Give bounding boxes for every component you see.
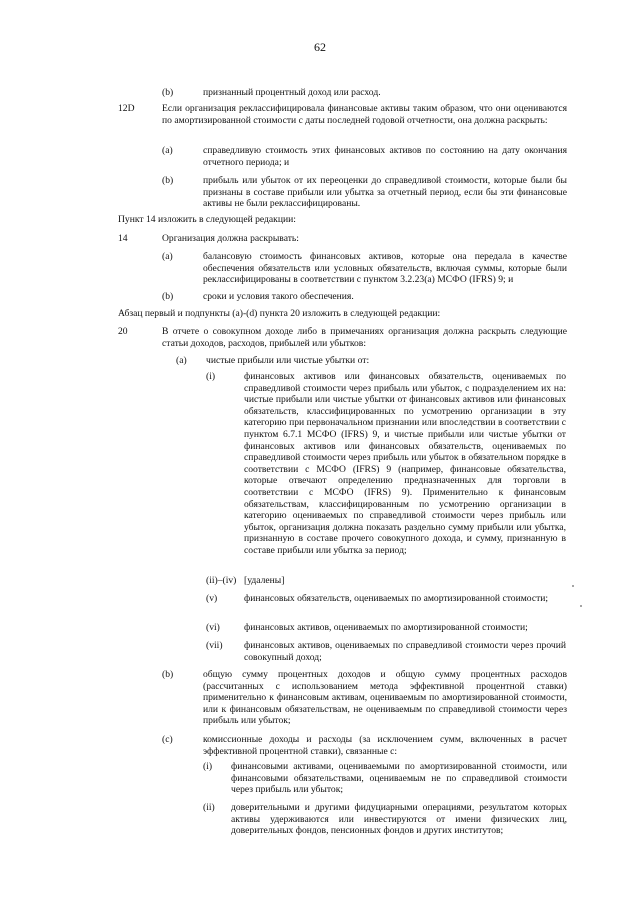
para-number-12D: 12D xyxy=(118,103,135,114)
para-12D-text: Если организация реклассифицировала финансовые активы таким образом, что они оцениваются по амортизированной стоимости с даты последней годовой отчетности, она должна раскрыть: xyxy=(162,103,567,126)
para-number-14: 14 xyxy=(118,233,128,244)
label-20-b: (b) xyxy=(162,669,174,680)
label-b-top: (b) xyxy=(162,87,174,98)
scan-speck xyxy=(572,585,574,587)
label-14-b: (b) xyxy=(162,291,174,302)
label-20-a-i: (i) xyxy=(206,371,216,382)
para-number-20: 20 xyxy=(118,326,128,337)
label-20-c: (c) xyxy=(162,734,173,745)
scan-speck xyxy=(580,605,582,607)
text-20-a: чистые прибыли или чистые убытки от: xyxy=(206,355,370,366)
label-12D-b: (b) xyxy=(162,175,174,186)
label-20-a-ii-iv: (ii)–(iv) xyxy=(206,575,237,586)
text-20-c: комиссионные доходы и расходы (за исключением сумм, включенных в расчет эффективной процентной ставки), связанные с: xyxy=(203,734,567,757)
label-20-c-ii: (ii) xyxy=(203,802,215,813)
text-20-a-vii: финансовых активов, оцениваемых по справедливой стоимости через прочий совокупный доход; xyxy=(244,640,566,663)
text-20-a-v: финансовых обязательств, оцениваемых по амортизированной стоимости; xyxy=(244,593,549,604)
text-14-a: балансовую стоимость финансовых активов, которые она передала в качестве обеспечения обязательств или условных обязательств, включая суммы, которые были реклассифицированы в соответствии с пунктом 3.2.23(a) МСФО (IFRS) 9; и xyxy=(203,251,567,286)
text-12D-a: справедливую стоимость этих финансовых активов по состоянию на дату окончания отчетного периода; и xyxy=(203,145,567,168)
label-20-a-vii: (vii) xyxy=(206,640,223,651)
text-20-a-i: финансовых активов или финансовых обязательств, оцениваемых по справедливой стоимости через прибыль или убыток, с подразделением их на: чистые прибыли или чистые убытки от финансовых активов или финансовых обязательств, классифицированных по усмотрению организации в эту категорию при первоначальном признании или впоследствии в соответствии с пунктом 6.7.1 МСФО (IFRS) 9, и чистые прибыли или чистые убытки от финансовых активов или финансовых обязательств, оцениваемых по справедливой стоимости через прибыль или убыток в обязательном порядке в соответствии с МСФО (IFRS) 9 (например, финансовые обязательства, которые отвечают определению предназначенных для торговли в соответствии с МСФО (IFRS) 9). Применительно к финансовым обязательствам, классифицированным по усмотрению организации в категорию оцениваемых по справедливой стоимости через прибыль или убыток, организация должна показать раздельно сумму прибыли или убытка, признанную в составе прочего совокупного дохода, и сумму, признанную в составе прибыли или убытка за период; xyxy=(244,371,566,556)
text-14-b: сроки и условия такого обеспечения. xyxy=(203,291,354,302)
text-20-a-ii-iv: [удалены] xyxy=(244,575,285,586)
text-b-top: признанный процентный доход или расход. xyxy=(203,87,381,98)
label-14-a: (a) xyxy=(162,251,173,262)
text-20-c-i: финансовыми активами, оцениваемыми по амортизированной стоимости, или финансовыми обязательствами, оцениваемым не по справедливой стоимости через прибыль или убыток; xyxy=(231,761,567,796)
text-12D-b: прибыль или убыток от их переоценки до справедливой стоимости, которые были бы признаны в составе прибыли или убытка за отчетный период, если бы эти финансовые активы не были реклассифицированы. xyxy=(203,175,567,210)
amendment-note-20: Абзац первый и подпункты (a)-(d) пункта 20 изложить в следующей редакции: xyxy=(118,308,441,319)
page-number: 62 xyxy=(314,40,326,54)
label-20-a-vi: (vi) xyxy=(206,622,220,633)
para-14-text: Организация должна раскрывать: xyxy=(162,233,299,244)
label-20-a: (a) xyxy=(176,355,187,366)
text-20-a-vi: финансовых активов, оцениваемых по амортизированной стоимости; xyxy=(244,622,528,633)
label-20-c-i: (i) xyxy=(203,761,213,772)
text-20-b: общую сумму процентных доходов и общую сумму процентных расходов (рассчитанных с использованием метода эффективной процентной ставки) применительно к финансовым активам, оцениваемым по амортизированной стоимости, или к финансовым обязательствам, не оцениваемым по справедливой стоимости через прибыль или убыток; xyxy=(203,669,567,727)
para-20-text: В отчете о совокупном доходе либо в примечаниях организация должна раскрыть следующие статьи доходов, расходов, прибылей или убытков: xyxy=(162,326,567,349)
text-20-c-ii: доверительными и другими фидуциарными операциями, результатом которых активы удерживаются или инвестируются от имени физических лиц, доверительных фондов, пенсионных фондов и других институтов; xyxy=(231,802,567,837)
label-20-a-v: (v) xyxy=(206,593,218,604)
label-12D-a: (a) xyxy=(162,145,173,156)
amendment-note-14: Пункт 14 изложить в следующей редакции: xyxy=(118,214,296,225)
